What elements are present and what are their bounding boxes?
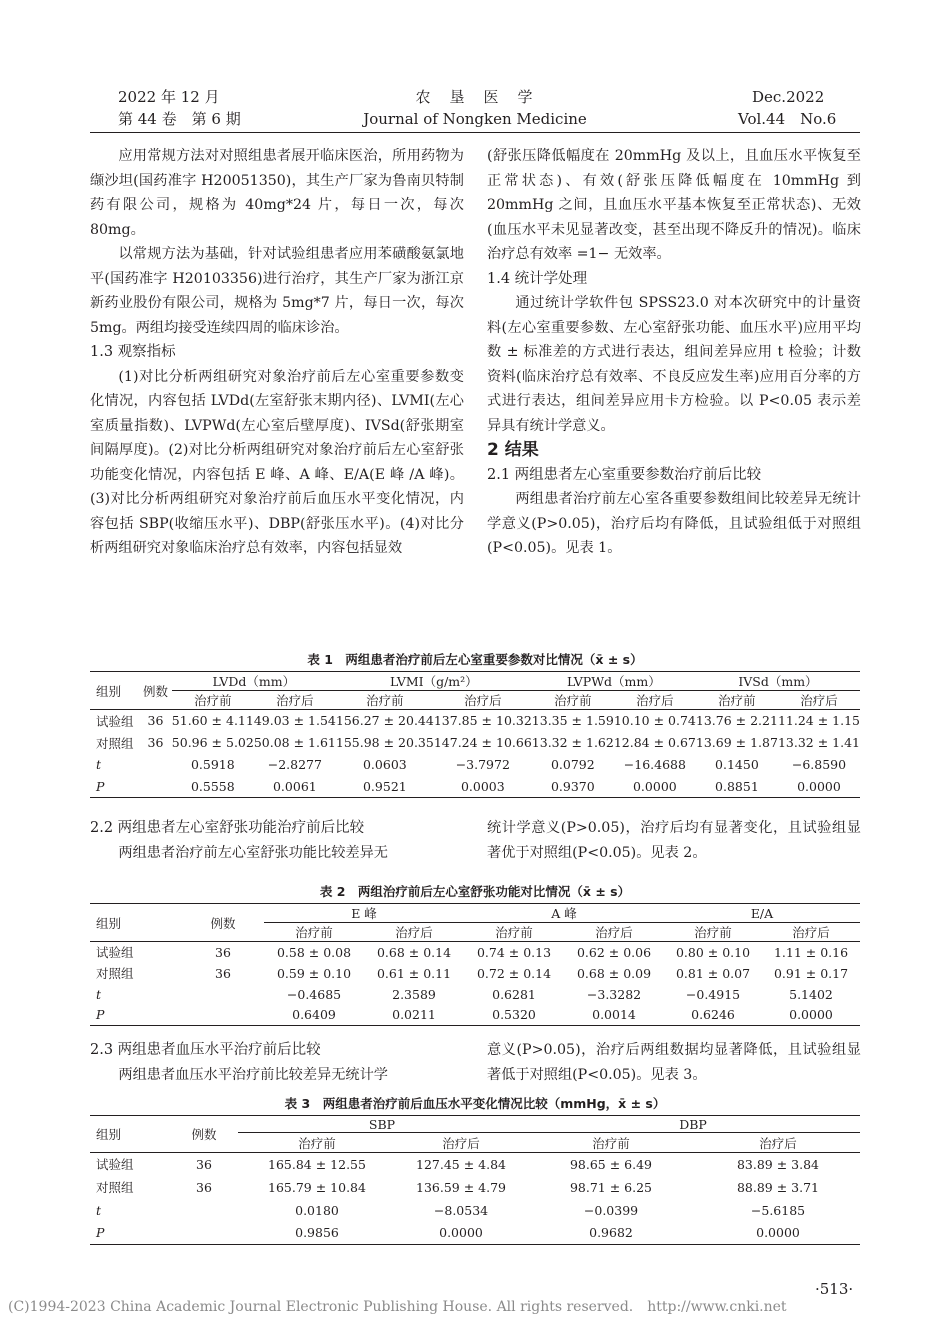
cell: 0.0003	[434, 776, 532, 798]
header-volume: 第 44 卷 第 6 期	[118, 110, 241, 128]
cell: 98.71 ± 6.25	[569, 1179, 653, 1195]
row-label: t	[96, 1202, 102, 1218]
row-label: 试验组	[90, 1153, 170, 1176]
cell: −0.4685	[286, 986, 342, 1002]
table1-caption: 表 1 两组患者治疗前后左心室重要参数对比情况（x̄ ± s）	[307, 652, 643, 667]
cell: 0.68 ± 0.14	[364, 942, 464, 963]
cell: −5.6185	[750, 1202, 806, 1218]
table1-header-n: 例数	[139, 672, 172, 710]
table-row	[90, 776, 860, 798]
table2-after: 治疗后	[364, 923, 464, 942]
right-column	[487, 144, 861, 561]
paragraph-2-1: 两组患者治疗前左心室各重要参数组间比较差异无统计学意义(P>0.05)，治疗后均有降低，且试验组低于对照组(P<0.05)。见表 1。	[487, 491, 861, 556]
table3-before: 治疗前	[238, 1133, 396, 1153]
row-label: P	[90, 1005, 182, 1026]
cell	[170, 1199, 238, 1222]
cell: 0.74 ± 0.13	[464, 942, 564, 963]
cell: 0.0014	[564, 1005, 664, 1026]
table3-after: 治疗后	[696, 1133, 860, 1153]
table3-after: 治疗后	[396, 1133, 526, 1153]
table1-header-lvpwd: LVPWd（mm）	[532, 672, 696, 691]
row-label: P	[90, 776, 139, 798]
cell: 10.10 ± 0.74	[614, 710, 696, 732]
cell: 0.9682	[526, 1222, 696, 1245]
table3-header-sbp: SBP	[238, 1116, 526, 1133]
section-1-3-heading: 1.3 观察指标	[90, 344, 176, 360]
table3-before: 治疗前	[526, 1133, 696, 1153]
table1-header-lvdd: LVDd（mm）	[172, 672, 336, 691]
table3-header-n: 例数	[170, 1116, 238, 1153]
row-label: t	[96, 757, 102, 772]
section-2-1-heading: 2.1 两组患者左心室重要参数治疗前后比较	[487, 466, 762, 483]
table1-header-group: 组别	[90, 672, 139, 710]
table2-after: 治疗后	[762, 923, 860, 942]
table1-header-ivsd: IVSd（mm）	[696, 672, 860, 691]
cell: 0.0180	[295, 1202, 339, 1218]
cell: 0.91 ± 0.17	[773, 965, 849, 981]
table3-caption: 表 3 两组患者治疗前后血压水平变化情况比较（mmHg，x̄ ± s）	[284, 1096, 666, 1111]
table2-header-a-peak: A 峰	[464, 904, 664, 923]
section-1-4-heading: 1.4 统计学处理	[487, 270, 588, 287]
table2	[90, 903, 860, 1026]
cell: 136.59 ± 4.79	[416, 1179, 506, 1195]
cell: 137.85 ± 10.32	[434, 710, 532, 732]
table1-after: 治疗后	[434, 691, 532, 710]
cell: 36	[147, 735, 164, 750]
cell: 1.11 ± 0.16	[762, 942, 860, 963]
cell: 2.3589	[392, 986, 436, 1002]
table2-header-e-peak: E 峰	[264, 904, 464, 923]
cell: 50.96 ± 5.02	[171, 735, 254, 750]
cell: −8.0534	[433, 1202, 489, 1218]
paragraph-2-2-start: 两组患者治疗前左心室舒张功能比较差异无	[118, 844, 388, 861]
cell: 13.32 ± 1.62	[531, 735, 614, 750]
cell: 0.0000	[696, 1222, 860, 1245]
cell: 51.60 ± 4.11	[172, 710, 254, 732]
cell: 13.76 ± 2.21	[696, 710, 778, 732]
table1-after: 治疗后	[778, 691, 860, 710]
cell: −6.8590	[791, 757, 847, 772]
cell: 127.45 ± 4.84	[396, 1153, 526, 1176]
table1	[90, 671, 860, 798]
cell: 0.0000	[396, 1222, 526, 1245]
table2-before: 治疗前	[464, 923, 564, 942]
journal-title-cn: 农 垦 医 学	[415, 88, 535, 106]
cell: −16.4688	[623, 757, 686, 772]
paragraph-efficacy-criteria: (舒张压降低幅度在 20mmHg 及以上，且血压水平恢复至正常状态)、有效(舒张压降低幅度在 10mmHg 到 20mmHg 之间，且血压水平基本恢复至正常状态)、无效(血压水平未见显著改变，甚至出现不降反升的情况)。临床治疗总有效率 =1− 无效率。	[487, 148, 861, 262]
table2-before: 治疗前	[264, 923, 364, 942]
row-label: 对照组	[96, 1180, 134, 1195]
table-row	[90, 754, 860, 776]
cell: 36	[196, 1179, 212, 1195]
cell: 88.89 ± 3.71	[736, 1179, 820, 1195]
cell: −0.4915	[685, 986, 741, 1002]
cell: 36	[182, 942, 264, 963]
cell: 165.84 ± 12.55	[238, 1153, 396, 1176]
paragraph-2-2-end: 统计学意义(P>0.05)，治疗后均有显著变化，且试验组显著优于对照组(P<0.05)。见表 2。	[487, 820, 861, 861]
cell: 0.6409	[264, 1005, 364, 1026]
cell: 12.84 ± 0.67	[613, 735, 696, 750]
paragraph-2-3-end: 意义(P>0.05)，治疗后两组数据均显著降低，且试验组显著低于对照组(P<0.05)。见表 3。	[487, 1042, 861, 1083]
cell: −3.7972	[455, 757, 510, 772]
table-row	[90, 1199, 860, 1222]
table2-header-n: 例数	[182, 904, 264, 942]
table-row	[90, 1176, 860, 1199]
cell: 0.5320	[464, 1005, 564, 1026]
table-row	[90, 963, 860, 984]
cell: 0.9370	[532, 776, 614, 798]
row-label: 试验组	[90, 710, 139, 732]
cell	[139, 754, 172, 776]
row-label: t	[96, 986, 102, 1002]
cell: −2.8277	[267, 757, 322, 772]
cell: 0.62 ± 0.06	[564, 942, 664, 963]
cell: 0.0000	[778, 776, 860, 798]
table1-after: 治疗后	[614, 691, 696, 710]
cell: 0.9856	[238, 1222, 396, 1245]
table-row	[90, 1222, 860, 1245]
cell: 36	[139, 710, 172, 732]
cell: 0.0211	[364, 1005, 464, 1026]
row-label: 对照组	[96, 966, 134, 981]
cell: 36	[170, 1153, 238, 1176]
section-2-3-left	[90, 1038, 464, 1087]
cell	[182, 1005, 264, 1026]
header-date-en: Dec.2022	[752, 88, 825, 106]
header-date: 2022 年 12 月	[118, 88, 220, 106]
cell: −0.0399	[583, 1202, 639, 1218]
row-label: P	[90, 1222, 170, 1245]
cell: 5.1402	[789, 986, 833, 1002]
table2-header-ea: E/A	[664, 904, 860, 923]
cell: 98.65 ± 6.49	[526, 1153, 696, 1176]
section-2-3-heading: 2.3 两组患者血压水平治疗前后比较	[90, 1042, 321, 1058]
header-volume-en: Vol.44 No.6	[738, 110, 837, 128]
section-2-2-right	[487, 816, 861, 865]
cell: 49.03 ± 1.54	[254, 710, 336, 732]
cell: 11.24 ± 1.15	[778, 710, 860, 732]
cell: 13.69 ± 1.87	[695, 735, 778, 750]
cell: 0.80 ± 0.10	[664, 942, 762, 963]
table-row	[90, 984, 860, 1005]
cell: 0.6281	[492, 986, 536, 1002]
table3-header-dbp: DBP	[526, 1116, 860, 1133]
section-2-heading: 2 结果	[487, 440, 539, 460]
table-row	[90, 1153, 860, 1176]
paragraph-control-group: 应用常规方法对对照组患者展开临床医治，所用药物为缬沙坦(国药准字 H20051350)，其生产厂家为鲁南贝特制药有限公司，规格为 40mg*24 片，每日一次，每次 80mg。	[90, 148, 464, 238]
table1-header-lvmi: LVMI（g/m²）	[336, 672, 532, 691]
section-2-3-right	[487, 1038, 861, 1087]
cell: 50.08 ± 1.61	[253, 735, 336, 750]
cell: 0.0061	[254, 776, 336, 798]
cell: 0.9521	[336, 776, 434, 798]
cell: 0.5918	[190, 757, 235, 772]
row-label: 试验组	[90, 942, 182, 963]
section-2-2-left	[90, 816, 464, 865]
page-number: ·513·	[815, 1280, 854, 1298]
table1-before: 治疗前	[172, 691, 254, 710]
row-label: 对照组	[96, 735, 134, 751]
cell: 83.89 ± 3.84	[696, 1153, 860, 1176]
cell: 155.98 ± 20.35	[335, 735, 434, 750]
paragraph-indicators: (1)对比分析两组研究对象治疗前后左心室重要参数变化情况，内容包括 LVDd(左室舒张末期内径)、LVMI(左心室质量指数)、LVPWd(左心室后壁厚度)、IVSd(舒张期室间隔厚度)。(2)对比分析两组研究对象治疗前后左心室舒张功能变化情况，内容包括 E 峰、A 峰、E/A(E 峰 /A 峰)。(3)对比分析两组研究对象治疗前后血压水平变化情况，内容包括 SBP(收缩压水平)、DBP(舒张压水平)。(4)对比分析两组研究对象临床治疗总有效率，内容包括显效	[90, 368, 464, 556]
cell: 0.81 ± 0.07	[675, 965, 751, 981]
cell: 0.0000	[614, 776, 696, 798]
cell: 13.35 ± 1.59	[532, 710, 614, 732]
table2-header-group: 组别	[90, 904, 182, 942]
table1-before: 治疗前	[336, 691, 434, 710]
section-2-2-heading: 2.2 两组患者左心室舒张功能治疗前后比较	[90, 820, 365, 836]
copyright-footer: (C)1994-2023 China Academic Journal Electronic Publishing House. All rights reserved. http://www.cnki.net	[8, 1299, 787, 1315]
cell: 13.32 ± 1.41	[777, 735, 860, 750]
cell: 0.61 ± 0.11	[376, 965, 452, 981]
table2-after: 治疗后	[564, 923, 664, 942]
table-row	[90, 732, 860, 754]
table-row	[90, 1005, 860, 1026]
table2-before: 治疗前	[664, 923, 762, 942]
paragraph-statistics: 通过统计学软件包 SPSS23.0 对本次研究中的计量资料(左心室重要参数、左心室舒张功能、血压水平)应用平均数 ± 标准差的方式进行表达，组间差异应用 t 检验；计数资料(临床治疗总有效率、不良反应发生率)应用百分率的方式进行表达，组间差异应用卡方检验。以 P<0.05 表示差异具有统计学意义。	[487, 295, 861, 434]
cell: 156.27 ± 20.44	[336, 710, 434, 732]
cell: 0.59 ± 0.10	[276, 965, 352, 981]
table3-header-group: 组别	[90, 1116, 170, 1153]
cell: 0.72 ± 0.14	[476, 965, 552, 981]
paragraph-test-group: 以常规方法为基础，针对试验组患者应用苯磺酸氨氯地平(国药准字 H20103356)进行治疗，其生产厂家为浙江京新药业股份有限公司，规格为 5mg*7 片，每日一次，每次 5mg。两组均接受连续四周的临床诊治。	[90, 246, 464, 336]
header-rule	[90, 132, 860, 133]
table3	[90, 1115, 860, 1245]
journal-title-en: Journal of Nongken Medicine	[363, 110, 587, 128]
paragraph-2-3-start: 两组患者血压水平治疗前比较差异无统计学	[118, 1066, 388, 1083]
cell	[182, 984, 264, 1005]
cell: 0.68 ± 0.09	[576, 965, 652, 981]
table-row	[90, 942, 860, 963]
table1-after: 治疗后	[254, 691, 336, 710]
left-column	[90, 144, 464, 561]
cell: 147.24 ± 10.66	[433, 735, 532, 750]
cell: 0.0603	[362, 757, 407, 772]
cell: 0.6246	[664, 1005, 762, 1026]
table1-before: 治疗前	[532, 691, 614, 710]
cell: 0.8851	[696, 776, 778, 798]
table-row	[90, 710, 860, 732]
table1-before: 治疗前	[696, 691, 778, 710]
cell	[170, 1222, 238, 1245]
cell: −3.3282	[586, 986, 642, 1002]
table2-caption: 表 2 两组治疗前后左心室舒张功能对比情况（x̄ ± s）	[319, 884, 631, 899]
cell: 0.5558	[172, 776, 254, 798]
cell: 0.0792	[550, 757, 595, 772]
cell: 0.1450	[715, 757, 759, 772]
cell: 0.0000	[762, 1005, 860, 1026]
cell: 165.79 ± 10.84	[268, 1179, 366, 1195]
cell: 0.58 ± 0.08	[264, 942, 364, 963]
cell: 36	[215, 965, 231, 981]
cell	[139, 776, 172, 798]
